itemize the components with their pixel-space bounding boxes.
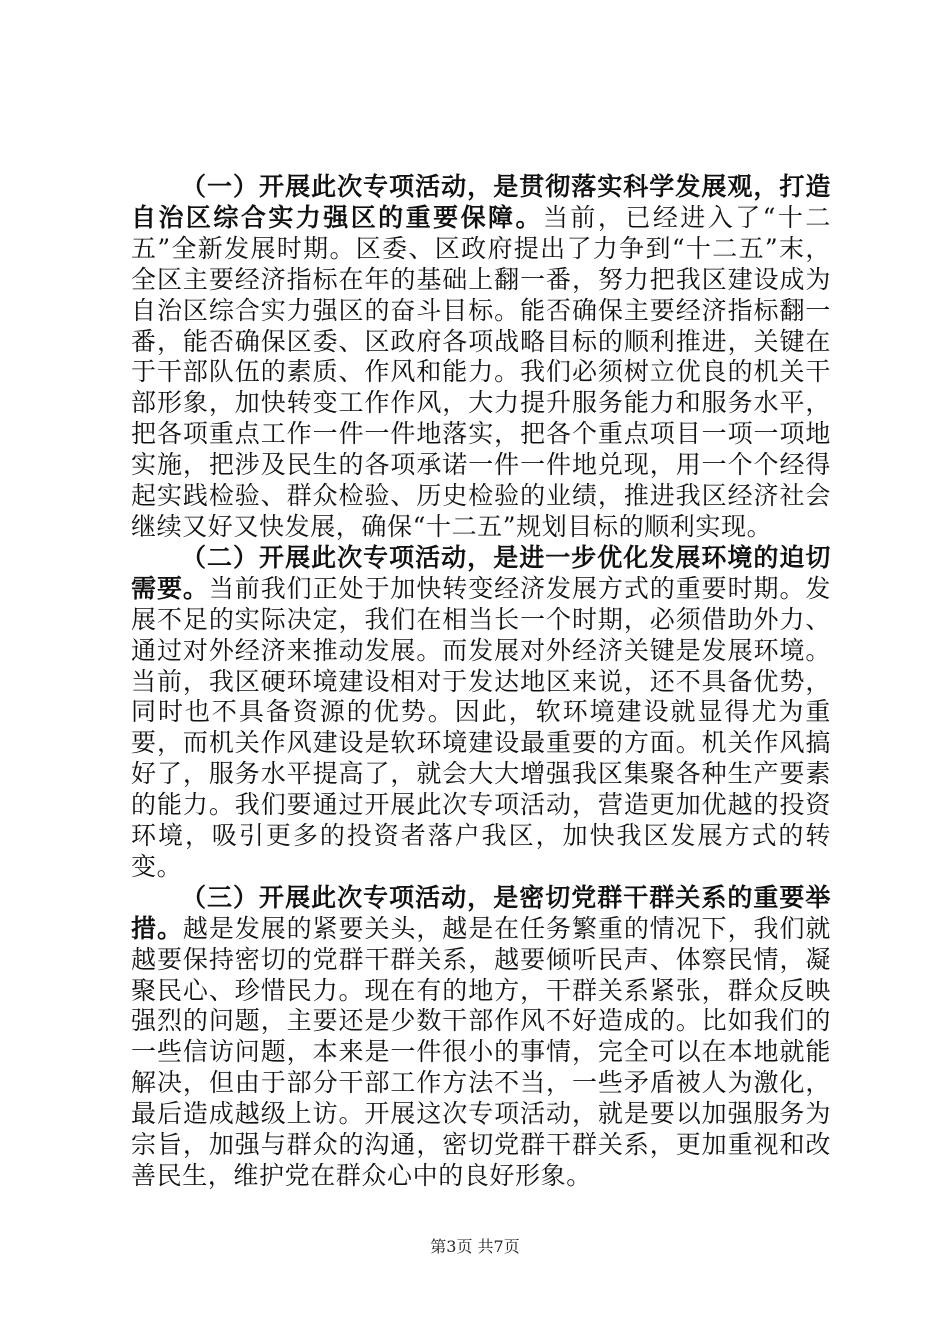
paragraph-2 — [131, 543, 831, 883]
page-number: 第3页 共7页 — [430, 1237, 520, 1256]
paragraph-1 — [131, 172, 831, 543]
paragraph-3-heading: （三）开展此次专项活动，是密切党群干群关系的重要举措。 — [131, 882, 831, 943]
page-footer — [0, 1237, 950, 1257]
paragraph-2-heading: （二）开展此次专项活动，是进一步优化发展环境的迫切需要。 — [131, 542, 831, 603]
paragraph-1-heading: （一）开展此次专项活动，是贯彻落实科学发展观，打造自治区综合实力强区的重要保障。 — [131, 172, 831, 232]
paragraph-1-text: 当前，已经进入了“十二五”全新发展时期。区委、区政府提出了力争到“十二五”末，全区主要经济指标在年的基础上翻一番，努力把我区建设成为自治区综合实力强区的奋斗目标。能否确保主要经济指标翻一番，能否确保区委、区政府各项战略目标的顺利推进，关键在于干部队伍的素质、作风和能力。我们必须树立优良的机关干部形象，加快转变工作作风，大力提升服务能力和服务水平，把各项重点工作一件一件地落实，把各个重点项目一项一项地实施，把涉及民生的各项承诺一件一件地兑现，用一个个经得起实践检验、群众检验、历史检验的业绩，推进我区经济社会继续又好又快发展，确保“十二五”规划目标的顺利实现。 — [131, 202, 831, 541]
paragraph-2-text: 当前我们正处于加快转变经济发展方式的重要时期。发展不足的实际决定，我们在相当长一个时期，必须借助外力、通过对外经济来推动发展。而发展对外经济关键是发展环境。当前，我区硬环境建设相对于发达地区来说，还不具备优势，同时也不具备资源的优势。因此，软环境建设就显得尤为重要，而机关作风建设是软环境建设最重要的方面。机关作风搞好了，服务水平提高了，就会大大增强我区集聚各种生产要素的能力。我们要通过开展此次专项活动，营造更加优越的投资环境，吸引更多的投资者落户我区，加快我区发展方式的转变。 — [131, 573, 831, 881]
paragraph-3 — [131, 883, 831, 1192]
document-body — [131, 172, 831, 1192]
paragraph-3-text: 越是发展的紧要关头，越是在任务繁重的情况下，我们就越要保持密切的党群干群关系，越要倾听民声、体察民情，凝聚民心、珍惜民力。现在有的地方，干群关系紧张，群众反映强烈的问题，主要还是少数干部作风不好造成的。比如我们的一些信访问题，本来是一件很小的事情，完全可以在本地就能解决，但由于部分干部工作方法不当，一些矛盾被人为激化，最后造成越级上访。开展这次专项活动，就是要以加强服务为宗旨，加强与群众的沟通，密切党群干群关系，更加重视和改善民生，维护党在群众心中的良好形象。 — [131, 913, 831, 1190]
